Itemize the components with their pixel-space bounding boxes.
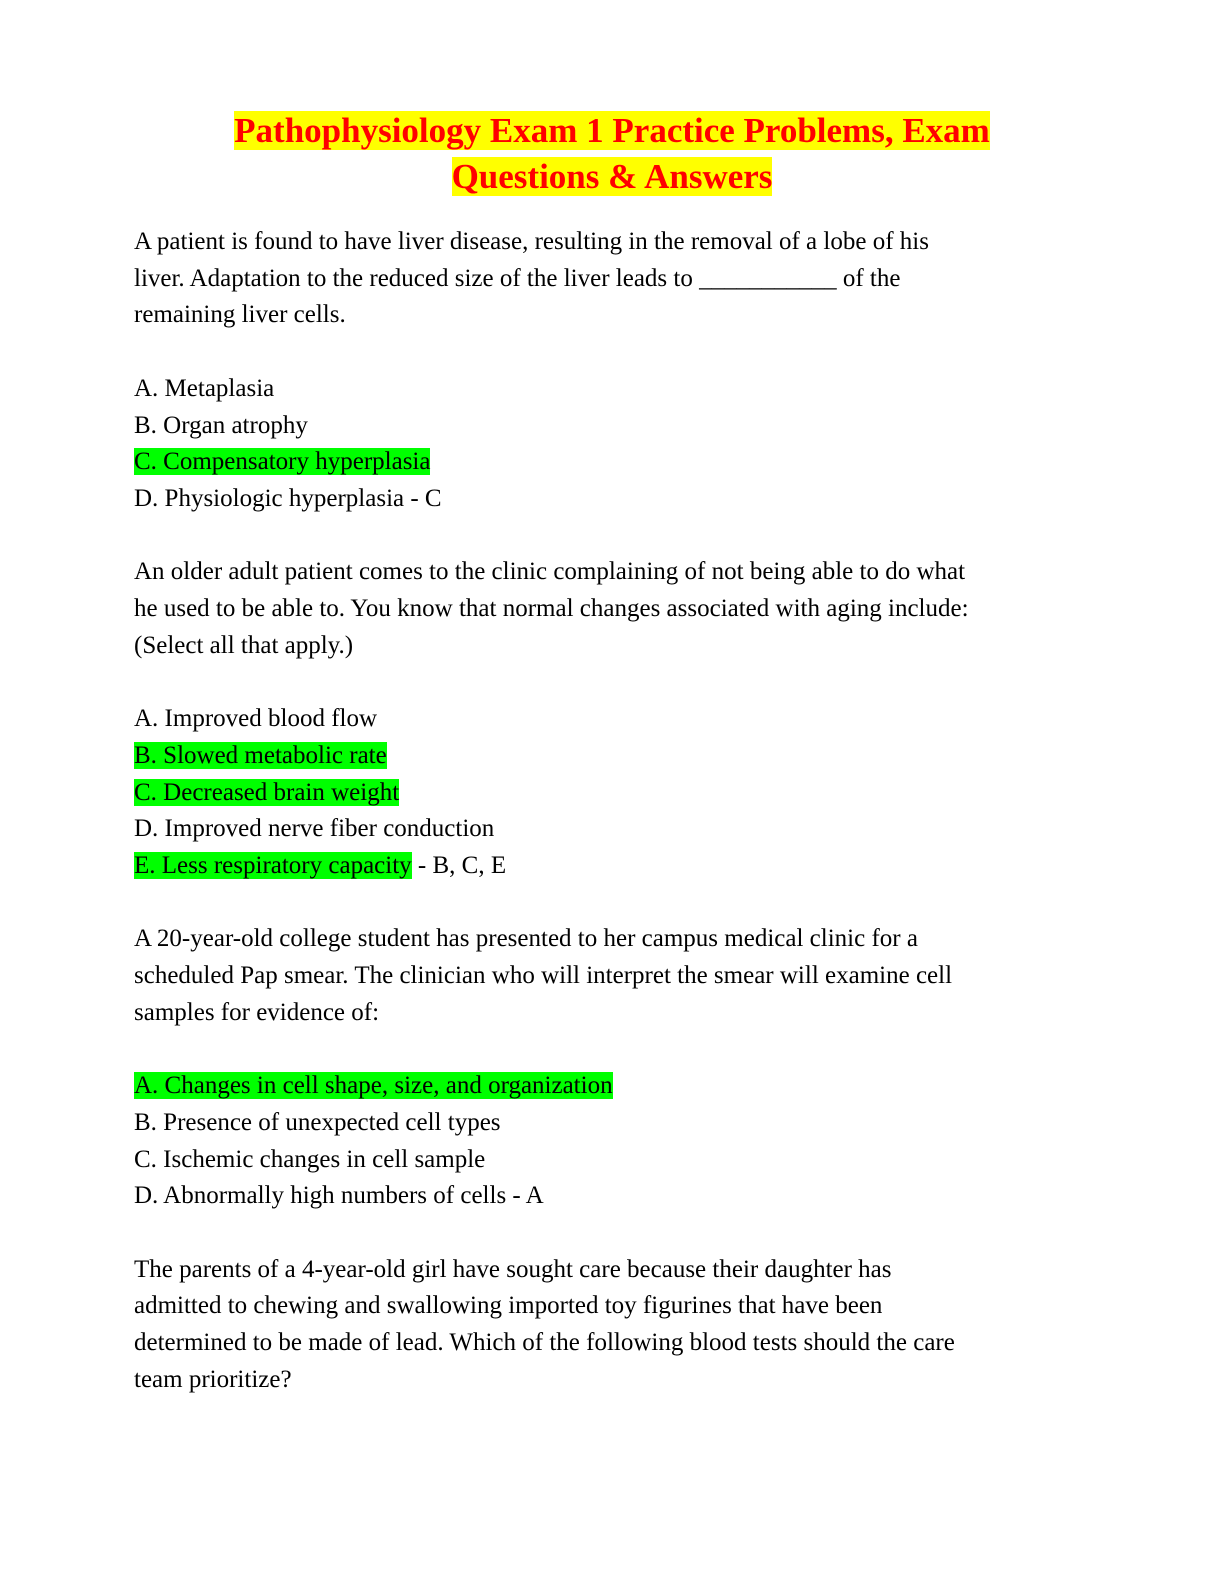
option-text: D. Abnormally high numbers of cells - A [134, 1182, 544, 1210]
questions-list [134, 224, 1094, 1398]
option-text-highlighted: E. Less respiratory capacity [134, 851, 412, 879]
spacer [134, 1031, 1094, 1068]
question-line: determined to be made of lead. Which of the following blood tests should the care [134, 1329, 955, 1356]
title-line-2: Questions & Answers [451, 157, 773, 196]
option-text-highlighted: B. Slowed metabolic rate [134, 741, 387, 769]
question-line: he used to be able to. You know that normal changes associated with aging include: [134, 595, 969, 622]
answer-option [134, 481, 1094, 518]
spacer [134, 1215, 1094, 1252]
spacer [134, 885, 1094, 922]
answer-option [134, 701, 1094, 738]
question-stem [134, 921, 1094, 1031]
answer-key: - B, C, E [411, 851, 507, 879]
answer-option [134, 371, 1094, 408]
answer-option-correct [134, 738, 1094, 775]
answer-option-correct [134, 775, 1094, 812]
answer-option [134, 1178, 1094, 1215]
option-text-highlighted: A. Changes in cell shape, size, and organization [134, 1072, 613, 1100]
spacer [134, 334, 1094, 371]
question-stem [134, 554, 1094, 664]
answer-option-correct [134, 848, 1094, 885]
question-line: admitted to chewing and swallowing imported toy figurines that have been [134, 1292, 883, 1320]
question-3 [134, 921, 1094, 1215]
option-text: A. Metaplasia [134, 374, 275, 402]
question-line: An older adult patient comes to the clinic complaining of not being able to do what [134, 558, 966, 586]
answer-option-correct [134, 1068, 1094, 1105]
question-line: A patient is found to have liver disease, resulting in the removal of a lobe of his [134, 228, 929, 255]
question-stem [134, 224, 1094, 334]
page-title [120, 108, 1104, 200]
question-stem [134, 1252, 1094, 1399]
title-line-1: Pathophysiology Exam 1 Practice Problems, Exam [234, 111, 990, 150]
option-text-highlighted: C. Compensatory hyperplasia [134, 448, 431, 476]
question-line: liver. Adaptation to the reduced size of the liver leads to ___________ of the [134, 264, 901, 292]
spacer [134, 664, 1094, 701]
question-line: team prioritize? [134, 1365, 292, 1393]
answer-option [134, 1142, 1094, 1179]
answer-option [134, 1105, 1094, 1142]
question-line: (Select all that apply.) [134, 631, 354, 659]
answer-options [134, 1068, 1094, 1215]
question-line: scheduled Pap smear. The clinician who will interpret the smear will examine cell [134, 962, 953, 989]
question-4 [134, 1252, 1094, 1399]
question-1 [134, 224, 1094, 518]
option-text: B. Organ atrophy [134, 411, 308, 439]
option-text: C. Ischemic changes in cell sample [134, 1145, 486, 1173]
question-line: A 20-year-old college student has presented to her campus medical clinic for a [134, 925, 918, 953]
answer-options [134, 371, 1094, 518]
question-line: remaining liver cells. [134, 301, 346, 329]
answer-option [134, 811, 1094, 848]
question-2 [134, 554, 1094, 884]
question-line: samples for evidence of: [134, 998, 380, 1026]
answer-options [134, 701, 1094, 885]
option-text-highlighted: C. Decreased brain weight [134, 778, 400, 806]
answer-option-correct [134, 444, 1094, 481]
option-text: A. Improved blood flow [134, 705, 378, 733]
option-text: B. Presence of unexpected cell types [134, 1108, 501, 1136]
spacer [134, 518, 1094, 555]
option-text: D. Improved nerve fiber conduction [134, 815, 495, 843]
question-line: The parents of a 4-year-old girl have sought care because their daughter has [134, 1255, 892, 1283]
option-text: D. Physiologic hyperplasia - C [134, 484, 442, 512]
answer-option [134, 408, 1094, 445]
